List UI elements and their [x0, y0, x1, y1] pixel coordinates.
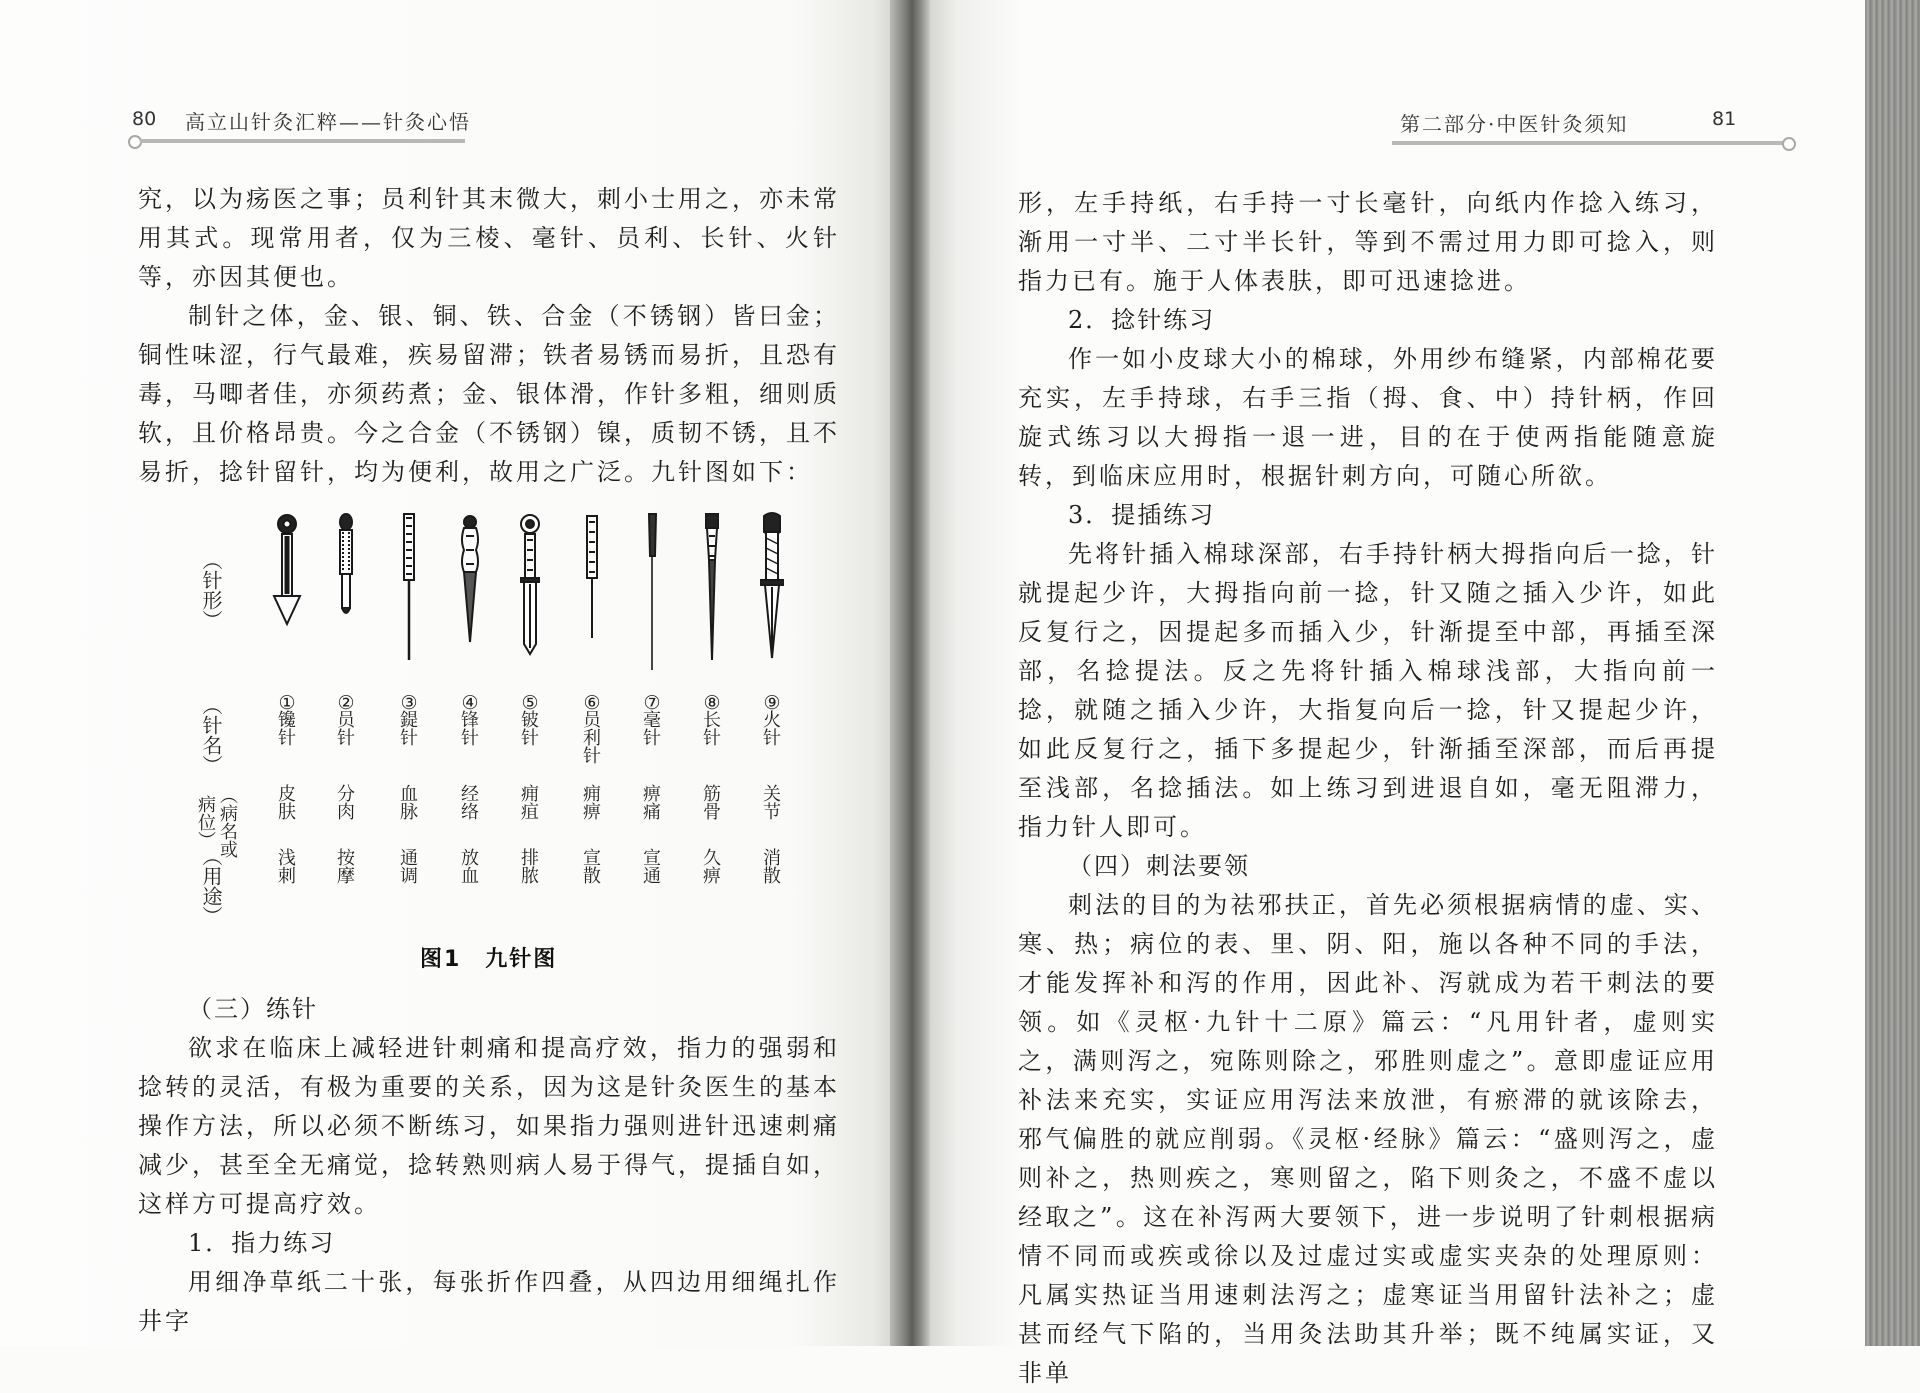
row-label-use-text: （用途） [199, 846, 223, 926]
section-heading: 3．提插练习 [1068, 501, 1216, 529]
needle-use [641, 850, 663, 886]
needle-num-text: ⑤ [521, 692, 539, 714]
needle-site-text: 关节 [763, 784, 781, 823]
row-label-shape-text: （针形） [199, 550, 223, 630]
paragraph: 先将针插入棉球深部，右手持针柄大拇指向后一捻，针就提起少许，大拇指向前一捻，针又随之插入少许，如此反复行之，因提起多而插入少，针渐提至中部，再插至深部，名捻提法。反之先将针插入棉球浅部，大指向前一捻，就随之插入少许，大指复向后一捻，针又提起少许，如此反复行之，插下多提起少，针渐插至深部，而后再提至浅部，名捻插法。如上练习到进退自如，毫无阻滞力，指力针人即可。 [1018, 540, 1718, 841]
needle-name-text: 火针 [763, 710, 781, 749]
needle-num-text: ④ [461, 692, 479, 714]
section-heading: 2．捻针练习 [1068, 306, 1216, 334]
needle-site [581, 786, 603, 822]
needle-huo-icon [761, 513, 783, 658]
needle-name [519, 712, 541, 748]
needle-site-text: 痹痛 [643, 784, 661, 823]
needle-name [701, 712, 723, 748]
needle-num-text: ① [278, 692, 296, 714]
needle-use-text: 放血 [461, 848, 479, 887]
needle-site-text: 痈疽 [521, 784, 539, 823]
needle-use [519, 850, 541, 886]
needle-site [641, 786, 663, 822]
paragraph: 刺法的目的为祛邪扶正，首先必须根据病情的虚、实、寒、热；病位的表、里、阴、阳，施以各种不同的手法，才能发挥补和泻的作用，因此补、泻就成为若干刺法的要领。如《灵枢·九针十二原》篇云：“凡用针者，虚则实之，满则泻之，宛陈则除之，邪胜则虚之”。意即虚证应用补法来充实，实证应用泻法来放泄，有瘀滞的就该除去，邪气偏胜的就应削弱。《灵枢·经脉》篇云：“盛则泻之，虚则补之，热则疾之，寒则留之，陷下则灸之，不盛不虚以经取之”。这在补泻两大要领下，进一步说明了针刺根据病情不同而或疾或徐以及过虚过实或虚实夹杂的处理原则：凡属实热证当用速刺法泻之；虚寒证当用留针法补之；虚甚而经气下陷的，当用灸法助其升举；既不纯属实证，又非单 [1018, 891, 1718, 1387]
needle-use-text: 宣散 [583, 848, 601, 887]
section-heading: 1．指力练习 [188, 1229, 336, 1257]
right-page [930, 0, 1865, 1387]
needle-name-text: 锋针 [461, 710, 479, 749]
section-heading: （三）练针 [188, 995, 318, 1023]
needle-name [335, 712, 357, 748]
needle-name [398, 712, 420, 748]
needle-di-icon [404, 514, 414, 660]
needle-name-text: 鍉针 [400, 710, 418, 749]
needle-site [701, 786, 723, 822]
needle-use-text: 排脓 [521, 848, 539, 887]
needle-num-text: ② [337, 692, 355, 714]
paragraph: 形，左手持纸，右手持一寸长毫针，向纸内作捻入练习，渐用一寸半、二寸半长针，等到不需过用力即可捻入，则指力已有。施于人体表肤，即可迅速捻进。 [1018, 189, 1718, 295]
needle-use-text: 久痹 [703, 848, 721, 887]
needle-num-text: ⑦ [643, 692, 661, 714]
needle-site-text: 皮肤 [278, 784, 296, 823]
needle-name [276, 712, 298, 748]
needle-shapes [250, 510, 830, 680]
needle-yuan-icon [340, 514, 352, 613]
row-label-use [198, 846, 224, 931]
paragraph: 作一如小皮球大小的棉球，外用纱布缝紧，内部棉花要充实，左手持球，右手三指（拇、食、中）持针柄，作回旋式练习以大拇指一退一进，目的在于使两指能随意旋转，到临床应用时，根据针刺方向，可随心所欲。 [1018, 345, 1718, 490]
needle-name-text: 员利针 [583, 710, 601, 767]
paragraph: 究，以为疡医之事；员利针其末微大，刺小士用之，亦未常用其式。现常用者，仅为三棱、毫针、员利、长针、火针等，亦因其便也。 [138, 185, 840, 291]
needle-use [701, 850, 723, 886]
needle-name [641, 712, 663, 748]
needle-chang-icon [706, 514, 718, 660]
needle-name-text: 铍针 [521, 710, 539, 749]
needle-num-text: ⑨ [763, 692, 781, 714]
header-rule [140, 139, 465, 143]
left-page [0, 0, 900, 1346]
row-label-shape [198, 550, 224, 635]
right-page-number: 81 [1712, 108, 1737, 130]
needle-name-text: 长针 [703, 710, 721, 749]
right-text [1018, 184, 1718, 1393]
needle-site-text: 分肉 [337, 784, 355, 823]
row-label-name-text: （针名） [199, 695, 223, 775]
left-page-number: 80 [132, 108, 157, 130]
left-text-top [138, 180, 840, 492]
needle-chan-icon [274, 515, 300, 624]
paragraph: 用细净草纸二十张，每张折作四叠，从四边用细绳扎作井字 [138, 1268, 840, 1335]
right-running-head: 第二部分·中医针灸须知 [1400, 112, 1629, 136]
row-label-site-text: （病名或病位） [195, 786, 238, 858]
left-running-head: 高立山针灸汇粹——针灸心悟 [185, 110, 471, 134]
needle-site-text: 血脉 [400, 784, 418, 823]
figure-caption: 图1 九针图 [420, 947, 558, 972]
needle-use [276, 850, 298, 886]
left-text-bottom [138, 990, 840, 1341]
page-edge-stack [1865, 0, 1920, 1346]
needle-site [761, 786, 783, 822]
needle-name [761, 712, 783, 748]
needle-site-text: 筋骨 [703, 784, 721, 823]
needle-site [459, 786, 481, 822]
needle-pi-icon [521, 515, 539, 654]
needle-site-text: 经络 [461, 784, 479, 823]
row-label-name [198, 695, 224, 780]
needle-use [335, 850, 357, 886]
needle-name-text: 镵针 [278, 710, 296, 749]
needle-site-text: 痈痹 [583, 784, 601, 823]
book-gutter [890, 0, 930, 1346]
section-heading: （四）刺法要领 [1068, 852, 1250, 880]
needle-num-text: ⑧ [703, 692, 721, 714]
needle-name-text: 员针 [337, 710, 355, 749]
nine-needles-figure [190, 510, 830, 926]
needle-use-text: 宣通 [643, 848, 661, 887]
needle-num-text: ③ [400, 692, 418, 714]
needle-site [519, 786, 541, 822]
needle-site [398, 786, 420, 822]
needle-name [581, 712, 603, 766]
paragraph: 欲求在临床上减轻进针刺痛和提高疗效，指力的强弱和捻转的灵活，有极为重要的关系，因为这是针灸医生的基本操作方法，所以必须不断练习，如果指力强则进针迅速刺痛减少，甚至全无痛觉，捻转熟则病人易于得气，提插自如，这样方可提高疗效。 [138, 1034, 840, 1218]
needle-use-text: 通调 [400, 848, 418, 887]
needle-num-text: ⑥ [583, 692, 601, 714]
needle-feng-icon [462, 516, 478, 642]
needle-yuanli-icon [587, 516, 597, 638]
needle-use-text: 按摩 [337, 848, 355, 887]
needle-hao-icon [649, 514, 656, 670]
needle-site [335, 786, 357, 822]
paragraph: 制针之体，金、银、铜、铁、合金（不锈钢）皆曰金；铜性味涩，行气最难，疾易留滞；铁者易锈而易折，且恐有毒，马唧者佳，亦须药煮；金、银体滑，作针多粗，细则质软，且价格昂贵。今之合金（不锈钢）镍，质韧不锈，且不易折，捻针留针，均为便利，故用之广泛。九针图如下： [138, 302, 840, 486]
needle-use [761, 850, 783, 886]
needle-site [276, 786, 298, 822]
needle-name-text: 毫针 [643, 710, 661, 749]
header-rule [1392, 141, 1784, 145]
needle-use-text: 消散 [763, 848, 781, 887]
needle-name [459, 712, 481, 748]
needle-use [459, 850, 481, 886]
needle-use [581, 850, 603, 886]
needle-use-text: 浅刺 [278, 848, 296, 887]
needle-use [398, 850, 420, 886]
header-ornament-dot [1782, 137, 1796, 151]
